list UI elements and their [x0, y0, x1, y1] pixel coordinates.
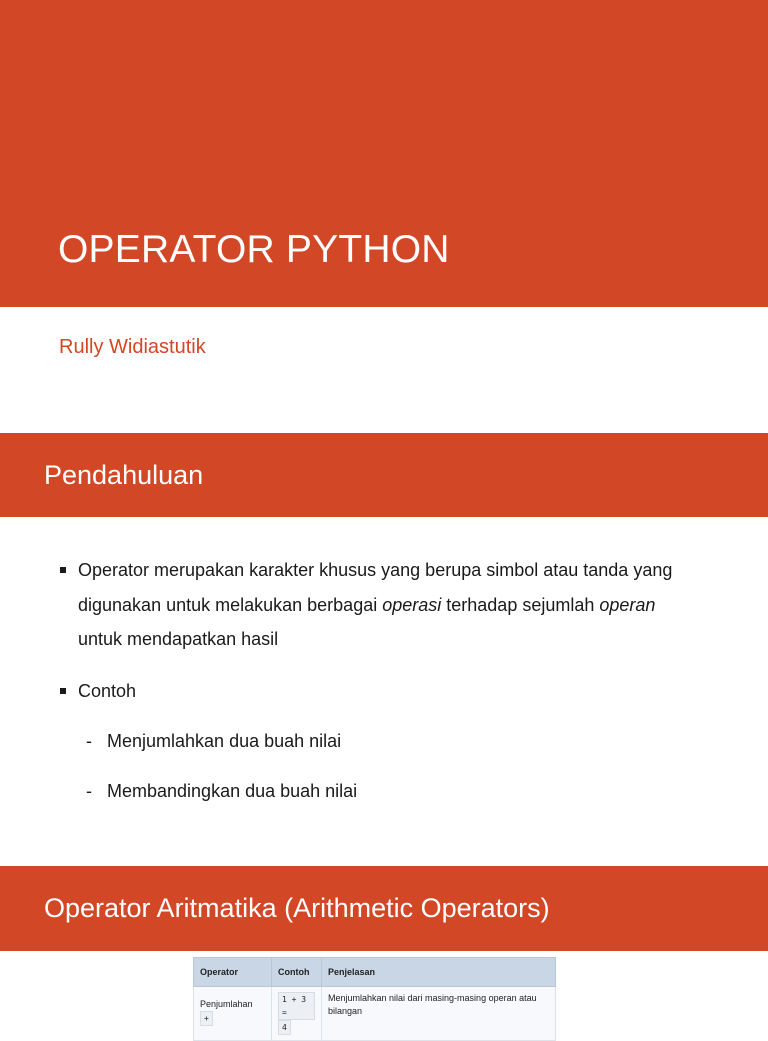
bullet-text-line: untuk mendapatkan hasil: [78, 629, 279, 649]
slide-author: Rully Widiastutik: [59, 336, 206, 358]
example-result: 4: [278, 1020, 291, 1035]
section-title: Pendahuluan: [44, 460, 204, 490]
bullet-text-line: digunakan untuk melakukan berbagai operasi terhadap sejumlah operan: [78, 595, 656, 615]
table-row: [194, 987, 556, 1041]
dash-bullet: -: [86, 781, 92, 801]
table-header-row: [194, 958, 556, 987]
explanation-cell: Menjumlahkan nilai dari masing-masing operan atau bilangan: [322, 987, 556, 1041]
operator-table: [193, 957, 556, 1041]
example-expression: 1 + 3 =: [278, 992, 315, 1020]
operator-name: Penjumlahan: [200, 999, 253, 1009]
bullet-text-line: Contoh: [78, 681, 137, 701]
sub-item-text: Membandingkan dua buah nilai: [107, 781, 358, 801]
operator-cell: [194, 987, 272, 1041]
slide-title: OPERATOR PYTHON: [58, 228, 450, 271]
sub-item-text: Menjumlahkan dua buah nilai: [107, 731, 342, 751]
table-header-cell: Operator: [194, 958, 272, 987]
section-title: Operator Aritmatika (Arithmetic Operators): [44, 893, 550, 923]
emphasis-text: operasi: [382, 595, 442, 615]
operator-symbol: +: [200, 1011, 213, 1026]
table-header-cell: Contoh: [272, 958, 322, 987]
dash-bullet: -: [86, 731, 92, 751]
bullet-text-line: Operator merupakan karakter khusus yang berupa simbol atau tanda yang: [78, 560, 673, 580]
table-header-cell: Penjelasan: [322, 958, 556, 987]
example-cell: [272, 987, 322, 1041]
emphasis-text: operan: [599, 595, 656, 615]
square-bullet-icon: [60, 567, 66, 573]
square-bullet-icon: [60, 688, 66, 694]
